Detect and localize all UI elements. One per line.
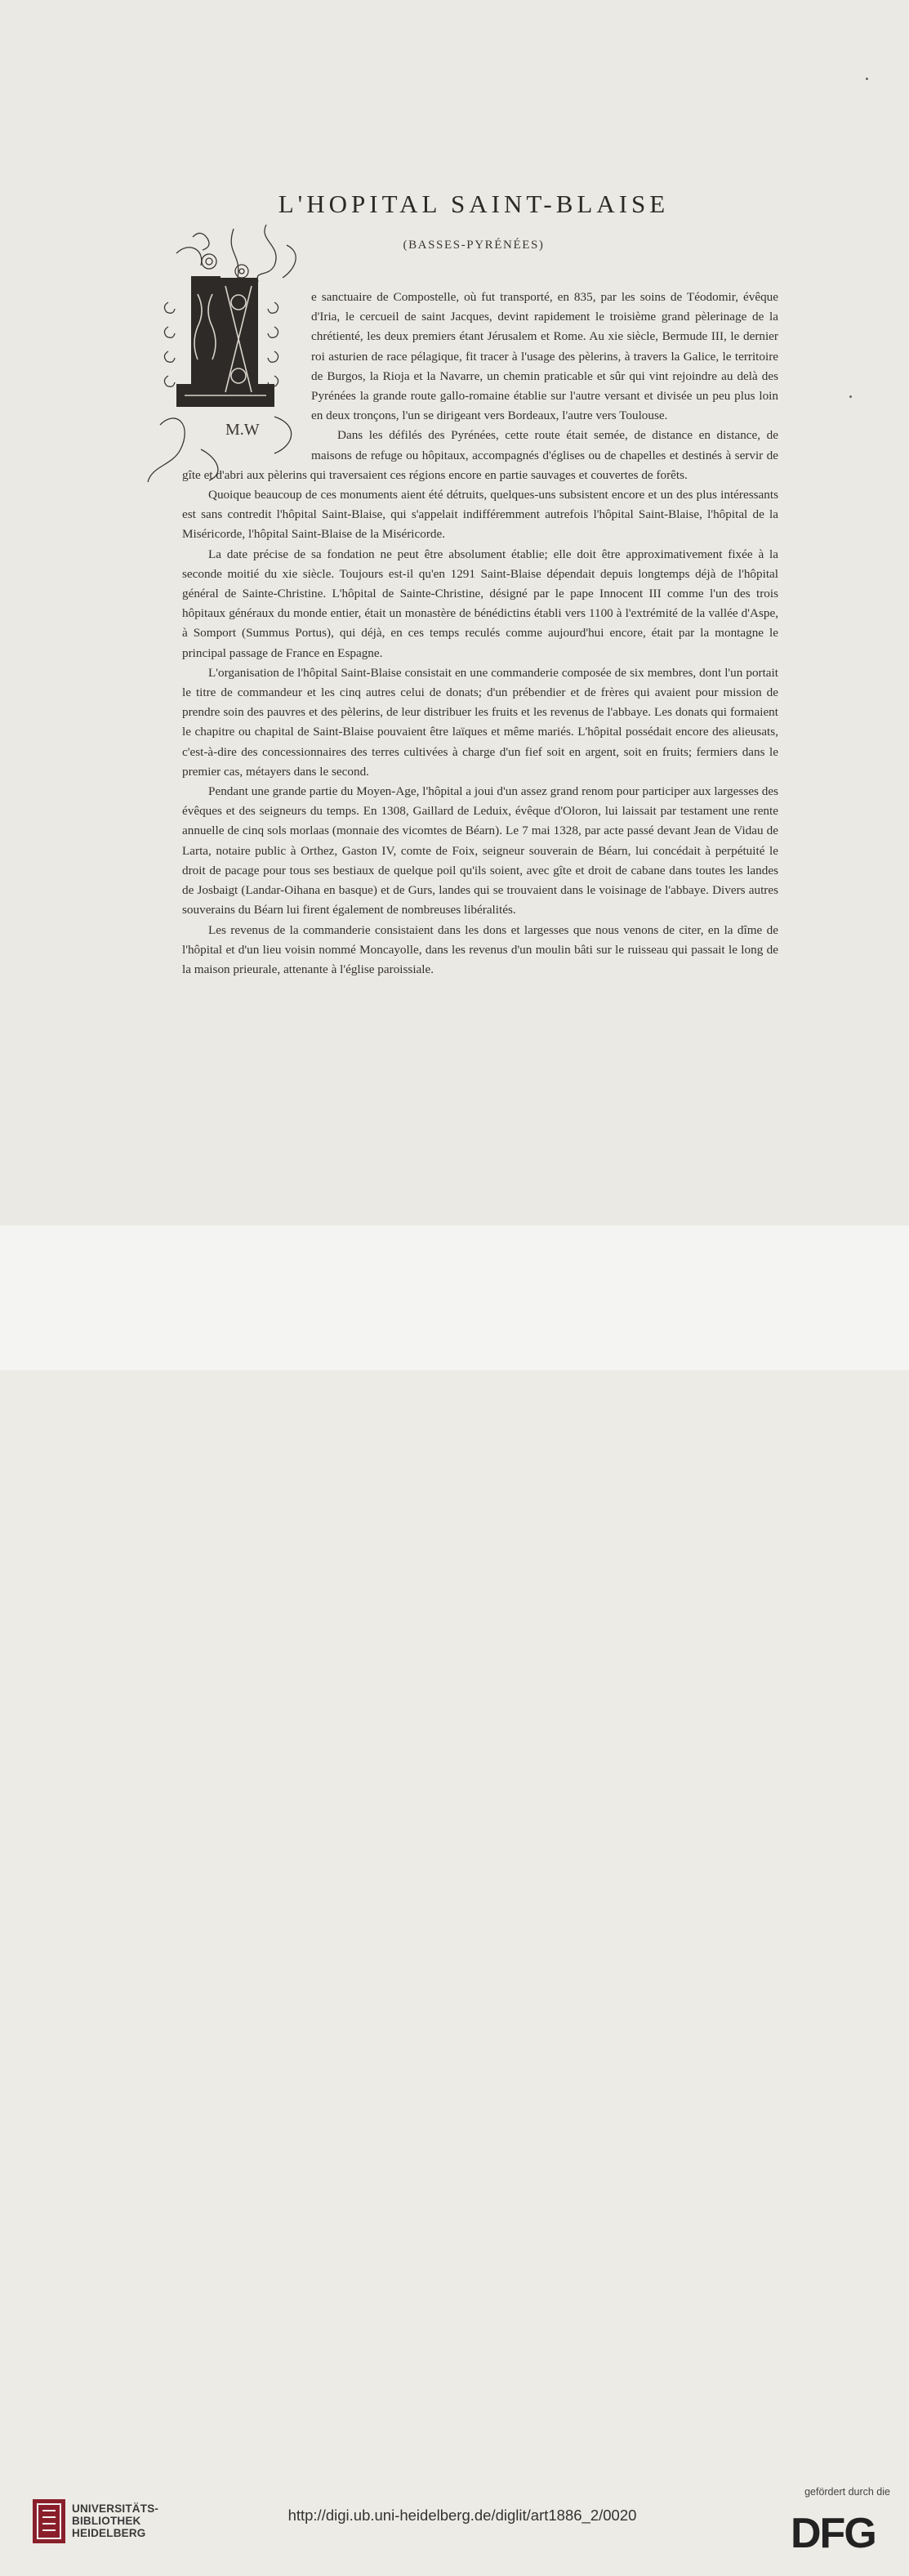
dfg-sponsor[interactable] bbox=[784, 2486, 890, 2576]
scanned-page bbox=[0, 0, 909, 1225]
page-speck bbox=[849, 395, 852, 398]
paragraph-3: Quoique beaucoup de ces monuments aient été détruits, quelques-uns subsistent encore et un des plus intéressants est sans contredit l'hôpital Saint-Blaise, qui s'appelait indifféremment autrefois l'hôpital Saint-Blaise, l'hôpital de la Miséricorde, l'hôpital Saint-Blaise de la Miséricorde. bbox=[182, 488, 778, 542]
paragraph-1: e sanctuaire de Compostelle, où fut transporté, en 835, par les soins de Téodomir, évêque d'Iria, le cercueil de saint Jacques, devint rapidement le troisième grand pèlerinage de la chrétienté, les deux premiers étant Jérusalem et Rome. Au xie siècle, Bermude III, le dernier roi asturien de race pélagique, fit tracer à l'usage des pèlerins, à travers la Galice, le territoire de Burgos, la Rioja et la Navarre, un chemin praticable et sûr qui vint rejoindre au delà des Pyrénées la grande route gallo-romaine établie sur l'autre versant et divisée un peu plus loin en deux tronçons, l'un se dirigeant vers Bordeaux, l'autre vers Toulouse. bbox=[182, 288, 778, 426]
university-library-logo[interactable] bbox=[31, 2498, 276, 2550]
paragraph-5: L'organisation de l'hôpital Saint-Blaise consistait en une commanderie composée de six membres, dont l'un portait le titre de commandeur et les cinq autres celui de donats; d'un prébendier et de frères qui avaient pour mission de prendre soin des pauvres et des pèlerins, de leur distribuer les fruits et les revenus de l'abbaye. Les donats qui formaient le chapitre ou chapital de Saint-Blaise pouvaient être laïques et même mariés. L'hôpital possédait encore des alieusats, c'est-à-dire des concessionnaires des terres cultivées à charge d'un fief soit en argent, soit en fruits; fermiers dans le premier cas, métayers dans le second. bbox=[182, 665, 778, 779]
sponsor-label: gefördert durch die bbox=[804, 2486, 890, 2498]
initial-monogram: M.W bbox=[225, 421, 260, 439]
dropcap-space bbox=[182, 286, 311, 458]
page-title: L'HOPITAL SAINT-BLAISE bbox=[278, 190, 670, 218]
paragraph-7: Les revenus de la commanderie consistaient dans les dons et largesses que nous venons de citer, en la dîme de l'hôpital et d'un lieu voisin nommé Moncayolle, dans les revenus d'un moulin bâti sur le ruisseau qui passait le long de la maison prieurale, attenante à l'église paroissiale. bbox=[182, 922, 778, 976]
viewer-footer bbox=[0, 1225, 909, 2557]
article-body bbox=[182, 288, 778, 980]
paragraph-4: La date précise de sa fondation ne peut être absolument établie; elle doit être approximativement fixée à la seconde moitié du xie siècle. Toujours est-il qu'en 1291 Saint-Blaise dépendait depuis longtemps déjà de l'hôpital général de Sainte-Christine. L'hôpital de Sainte-Christine, désigné par le pape Innocent III comme l'un des trois hôpitaux généraux du monde entier, était un monastère de bénédictins établi vers 1100 à l'extrémité de la vallée d'Aspe, à Somport (Summus Portus), qui déjà, en ces temps reculés comme aujourd'hui encore, était par la montagne le principal passage de France en Espagne. bbox=[182, 547, 778, 660]
library-name: UNIVERSITÄTS- BIBLIOTHEK HEIDELBERG bbox=[72, 2502, 159, 2539]
university-seal-icon bbox=[31, 2498, 67, 2545]
dfg-logo: DFG bbox=[791, 2510, 876, 2557]
page-speck bbox=[866, 78, 868, 80]
permalink-url[interactable]: http://digi.ub.uni-heidelberg.de/diglit/art1886_2/0020 bbox=[287, 2507, 637, 2524]
paragraph-6: Pendant une grande partie du Moyen-Age, l'hôpital a joui d'un assez grand renom pour participer aux largesses des évêques et des seigneurs du temps. En 1308, Gaillard de Leduix, évêque d'Oloron, lui laissait par testament une rente annuelle de cinq sols morlaas (monnaie des vicomtes de Béarn). Le 7 mai 1328, par acte passé devant Jean de Vidau de Larta, notaire public à Orthez, Gaston IV, comte de Foix, seigneur souverain de Béarn, lui concédait à perpétuité le droit de pacage pour tous ses bestiaux de quelque poil qu'ils soient, avec gîte et droit de cabane dans toutes les landes de Josbaigt (Landar-Oihana en basque) et de Gurs, landes qui se trouvaient dans le voisinage de l'abbaye. Divers autres souverains du Béarn lui firent également de nombreuses libéralités. bbox=[182, 784, 778, 917]
paragraph-2: Dans les défilés des Pyrénées, cette route était semée, de distance en distance, de maisons de refuge ou hôpitaux, accompagnés d'églises ou de chapelles et destinés à servir de gîte et d'abri aux pèlerins qui traversaient ces régions encore en partie sauvages et couvertes de forêts. bbox=[182, 428, 778, 482]
page-subtitle: (BASSES-PYRÉNÉES) bbox=[403, 239, 545, 252]
